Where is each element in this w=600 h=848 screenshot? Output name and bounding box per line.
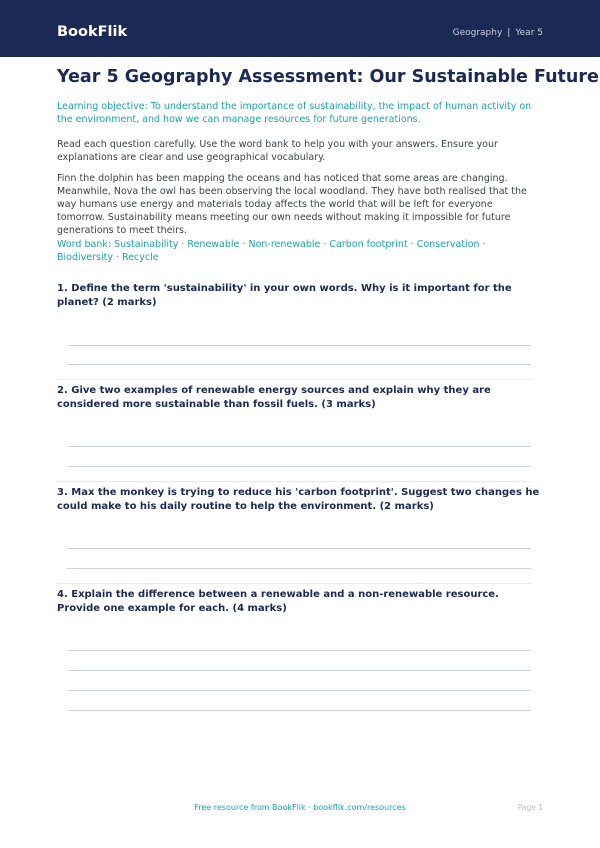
question-divider [57, 481, 531, 482]
story-paragraph: Finn the dolphin has been mapping the oceans and has noticed that some areas are changing. Meanwhile, Nova the owl has been observing the local woodland. They have both realised that the way humans use energy and materials today affects the world that will be left for everyone tomorrow. Sustainability means meeting our own needs without making it impossible for future generations to meet theirs. [57, 173, 527, 236]
header-separator: | [507, 28, 511, 38]
learning-objective: Learning objective: To understand the importance of sustainability, the impact of human activity on the environment, and how we can manage resources for future generations. [57, 101, 532, 125]
answer-line-q1-2[interactable] [67, 364, 531, 365]
question-divider [57, 583, 531, 584]
page-title: Year 5 Geography Assessment: Our Sustainable Future [57, 67, 599, 87]
footer-resource-link[interactable]: Free resource from BookFlik · bookflik.com/resources [194, 803, 406, 812]
header-subject: Geography [452, 28, 503, 38]
answer-line-q4-2[interactable] [67, 670, 531, 671]
answer-line-q4-4[interactable] [67, 710, 531, 711]
answer-line-q3-1[interactable] [67, 548, 531, 549]
brand-logo-text[interactable]: BookFlik [57, 24, 128, 40]
question-4: 4. Explain the difference between a renewable and a non-renewable resource. Provide one example for each. (4 marks) [57, 589, 499, 614]
answer-line-q4-1[interactable] [67, 650, 531, 651]
header-meta [453, 27, 543, 39]
answer-line-q2-2[interactable] [67, 466, 531, 467]
answer-line-q3-2[interactable] [67, 568, 531, 569]
answer-line-q4-3[interactable] [67, 690, 531, 691]
question-1: 1. Define the term 'sustainability' in your own words. Why is it important for the planet? (2 marks) [57, 283, 512, 308]
footer-page-number: Page 1 [517, 803, 543, 812]
page-header [0, 0, 600, 57]
answer-line-q2-1[interactable] [67, 446, 531, 447]
question-divider [57, 379, 531, 380]
word-bank: Word bank: Sustainability · Renewable · Non-renewable · Carbon footprint · Conservation · Biodiversity · Recycle [57, 239, 486, 263]
question-2: 2. Give two examples of renewable energy sources and explain why they are considered more sustainable than fossil fuels. (3 marks) [57, 385, 491, 410]
answer-line-q1-1[interactable] [67, 345, 531, 346]
header-year: Year 5 [515, 28, 543, 38]
question-3: 3. Max the monkey is trying to reduce his 'carbon footprint'. Suggest two changes he could make to his daily routine to help the environment. (2 marks) [57, 487, 540, 512]
instructions-paragraph: Read each question carefully. Use the word bank to help you with your answers. Ensure your explanations are clear and use geographical vocabulary. [57, 139, 498, 163]
